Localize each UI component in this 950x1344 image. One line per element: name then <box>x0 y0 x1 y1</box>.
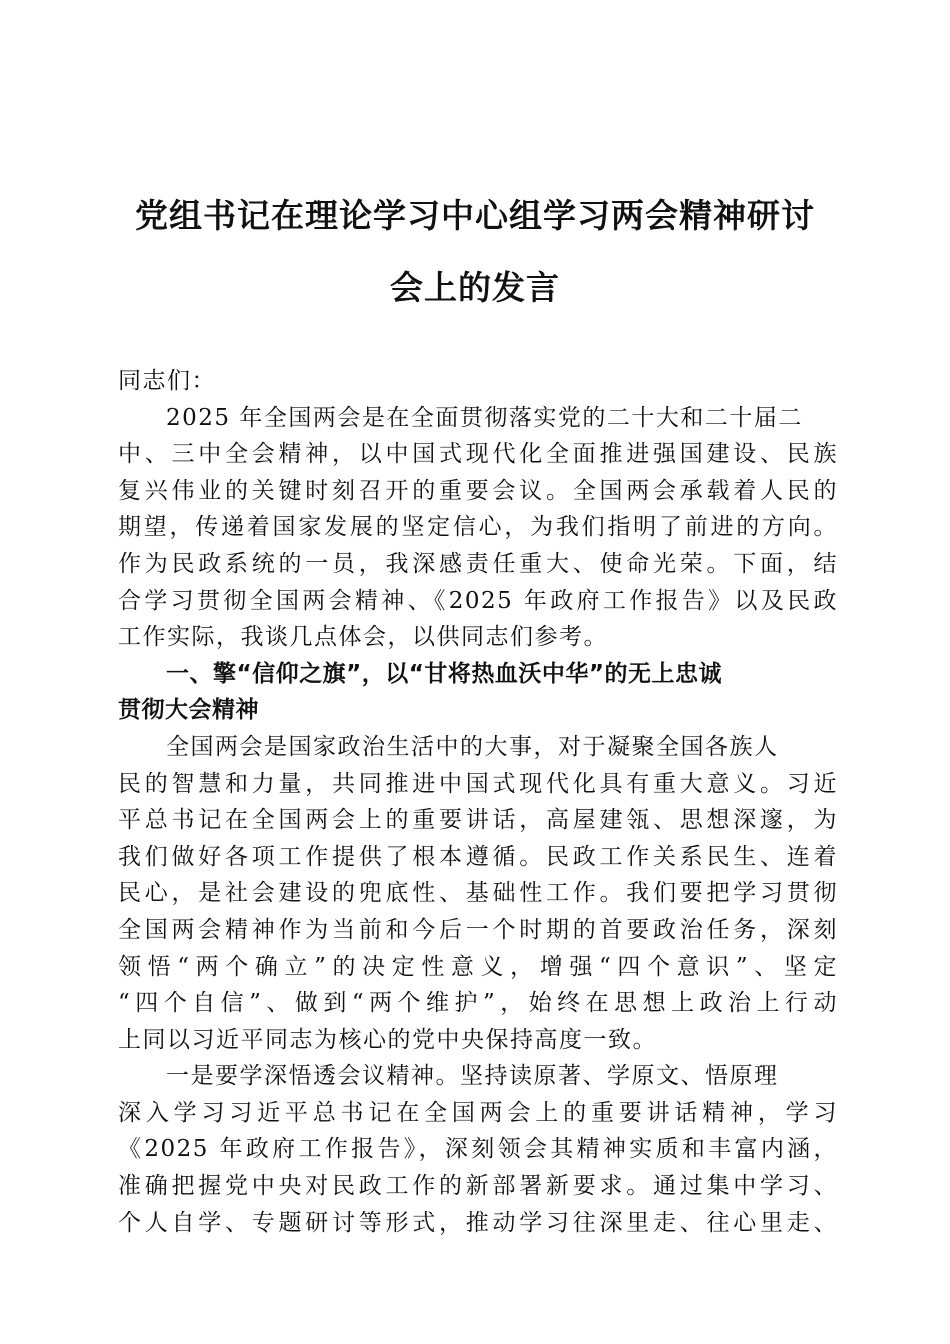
paragraph-3-line: 《2025 年政府工作报告》，深刻领会其精神实质和丰富内涵， <box>118 1136 838 1163</box>
document-title-line-1: 党组书记在理论学习中心组学习两会精神研讨 <box>135 196 815 235</box>
paragraph-1-line: 2025 年全国两会是在全面贯彻落实党的二十大和二十届二 <box>166 404 803 431</box>
paragraph-2-line: 平总书记在全国两会上的重要讲话，高屋建瓴、思想深邃，为 <box>118 807 838 834</box>
salutation: 同志们： <box>118 368 216 394</box>
paragraph-2-line: “四个自信”、做到“两个维护”，始终在思想上政治上行动 <box>118 990 838 1017</box>
paragraph-2-line: 领悟“两个确立”的决定性意义，增强“四个意识”、坚定 <box>118 953 838 980</box>
document-body <box>118 363 838 1241</box>
paragraph-1-line: 作为民政系统的一员，我深感责任重大、使命光荣。下面，结 <box>118 550 838 577</box>
paragraph-1-line: 复兴伟业的关键时刻召开的重要会议。全国两会承载着人民的 <box>118 477 838 504</box>
paragraph-2-line: 全国两会精神作为当前和今后一个时期的首要政治任务，深刻 <box>118 916 838 943</box>
paragraph-2-line: 民心，是社会建设的兜底性、基础性工作。我们要把学习贯彻 <box>118 880 838 907</box>
paragraph-3-line: 准确把握党中央对民政工作的新部署新要求。通过集中学习、 <box>118 1173 838 1200</box>
document-title-line-2: 会上的发言 <box>390 268 560 307</box>
section-heading-1-line: 贯彻大会精神 <box>118 697 259 724</box>
paragraph-1-line: 期望，传递着国家发展的坚定信心，为我们指明了前进的方向。 <box>118 514 838 541</box>
paragraph-2-line: 我们做好各项工作提供了根本遵循。民政工作关系民生、连着 <box>118 843 838 870</box>
paragraph-2-line: 民的智慧和力量，共同推进中国式现代化具有重大意义。习近 <box>118 770 838 797</box>
paragraph-2-line: 全国两会是国家政治生活中的大事，对于凝聚全国各族人 <box>166 733 779 760</box>
paragraph-3-line: 个人自学、专题研讨等形式，推动学习往深里走、往心里走、 <box>118 1209 838 1236</box>
paragraph-3-line: 一是要学深悟透会议精神。坚持读原著、学原文、悟原理 <box>166 1063 779 1090</box>
paragraph-2-line: 上同以习近平同志为核心的党中央保持高度一致。 <box>118 1026 657 1053</box>
paragraph-1-line: 合学习贯彻全国两会精神、《2025 年政府工作报告》以及民政 <box>118 587 838 614</box>
section-heading-1-line: 一、擎“信仰之旗”，以“甘将热血沃中华”的无上忠诚 <box>166 660 722 687</box>
paragraph-1-line: 工作实际，我谈几点体会，以供同志们参考。 <box>118 624 608 651</box>
paragraph-1-line: 中、三中全会精神，以中国式现代化全面推进强国建设、民族 <box>118 441 838 468</box>
paragraph-3-line: 深入学习习近平总书记在全国两会上的重要讲话精神，学习 <box>118 1099 838 1126</box>
